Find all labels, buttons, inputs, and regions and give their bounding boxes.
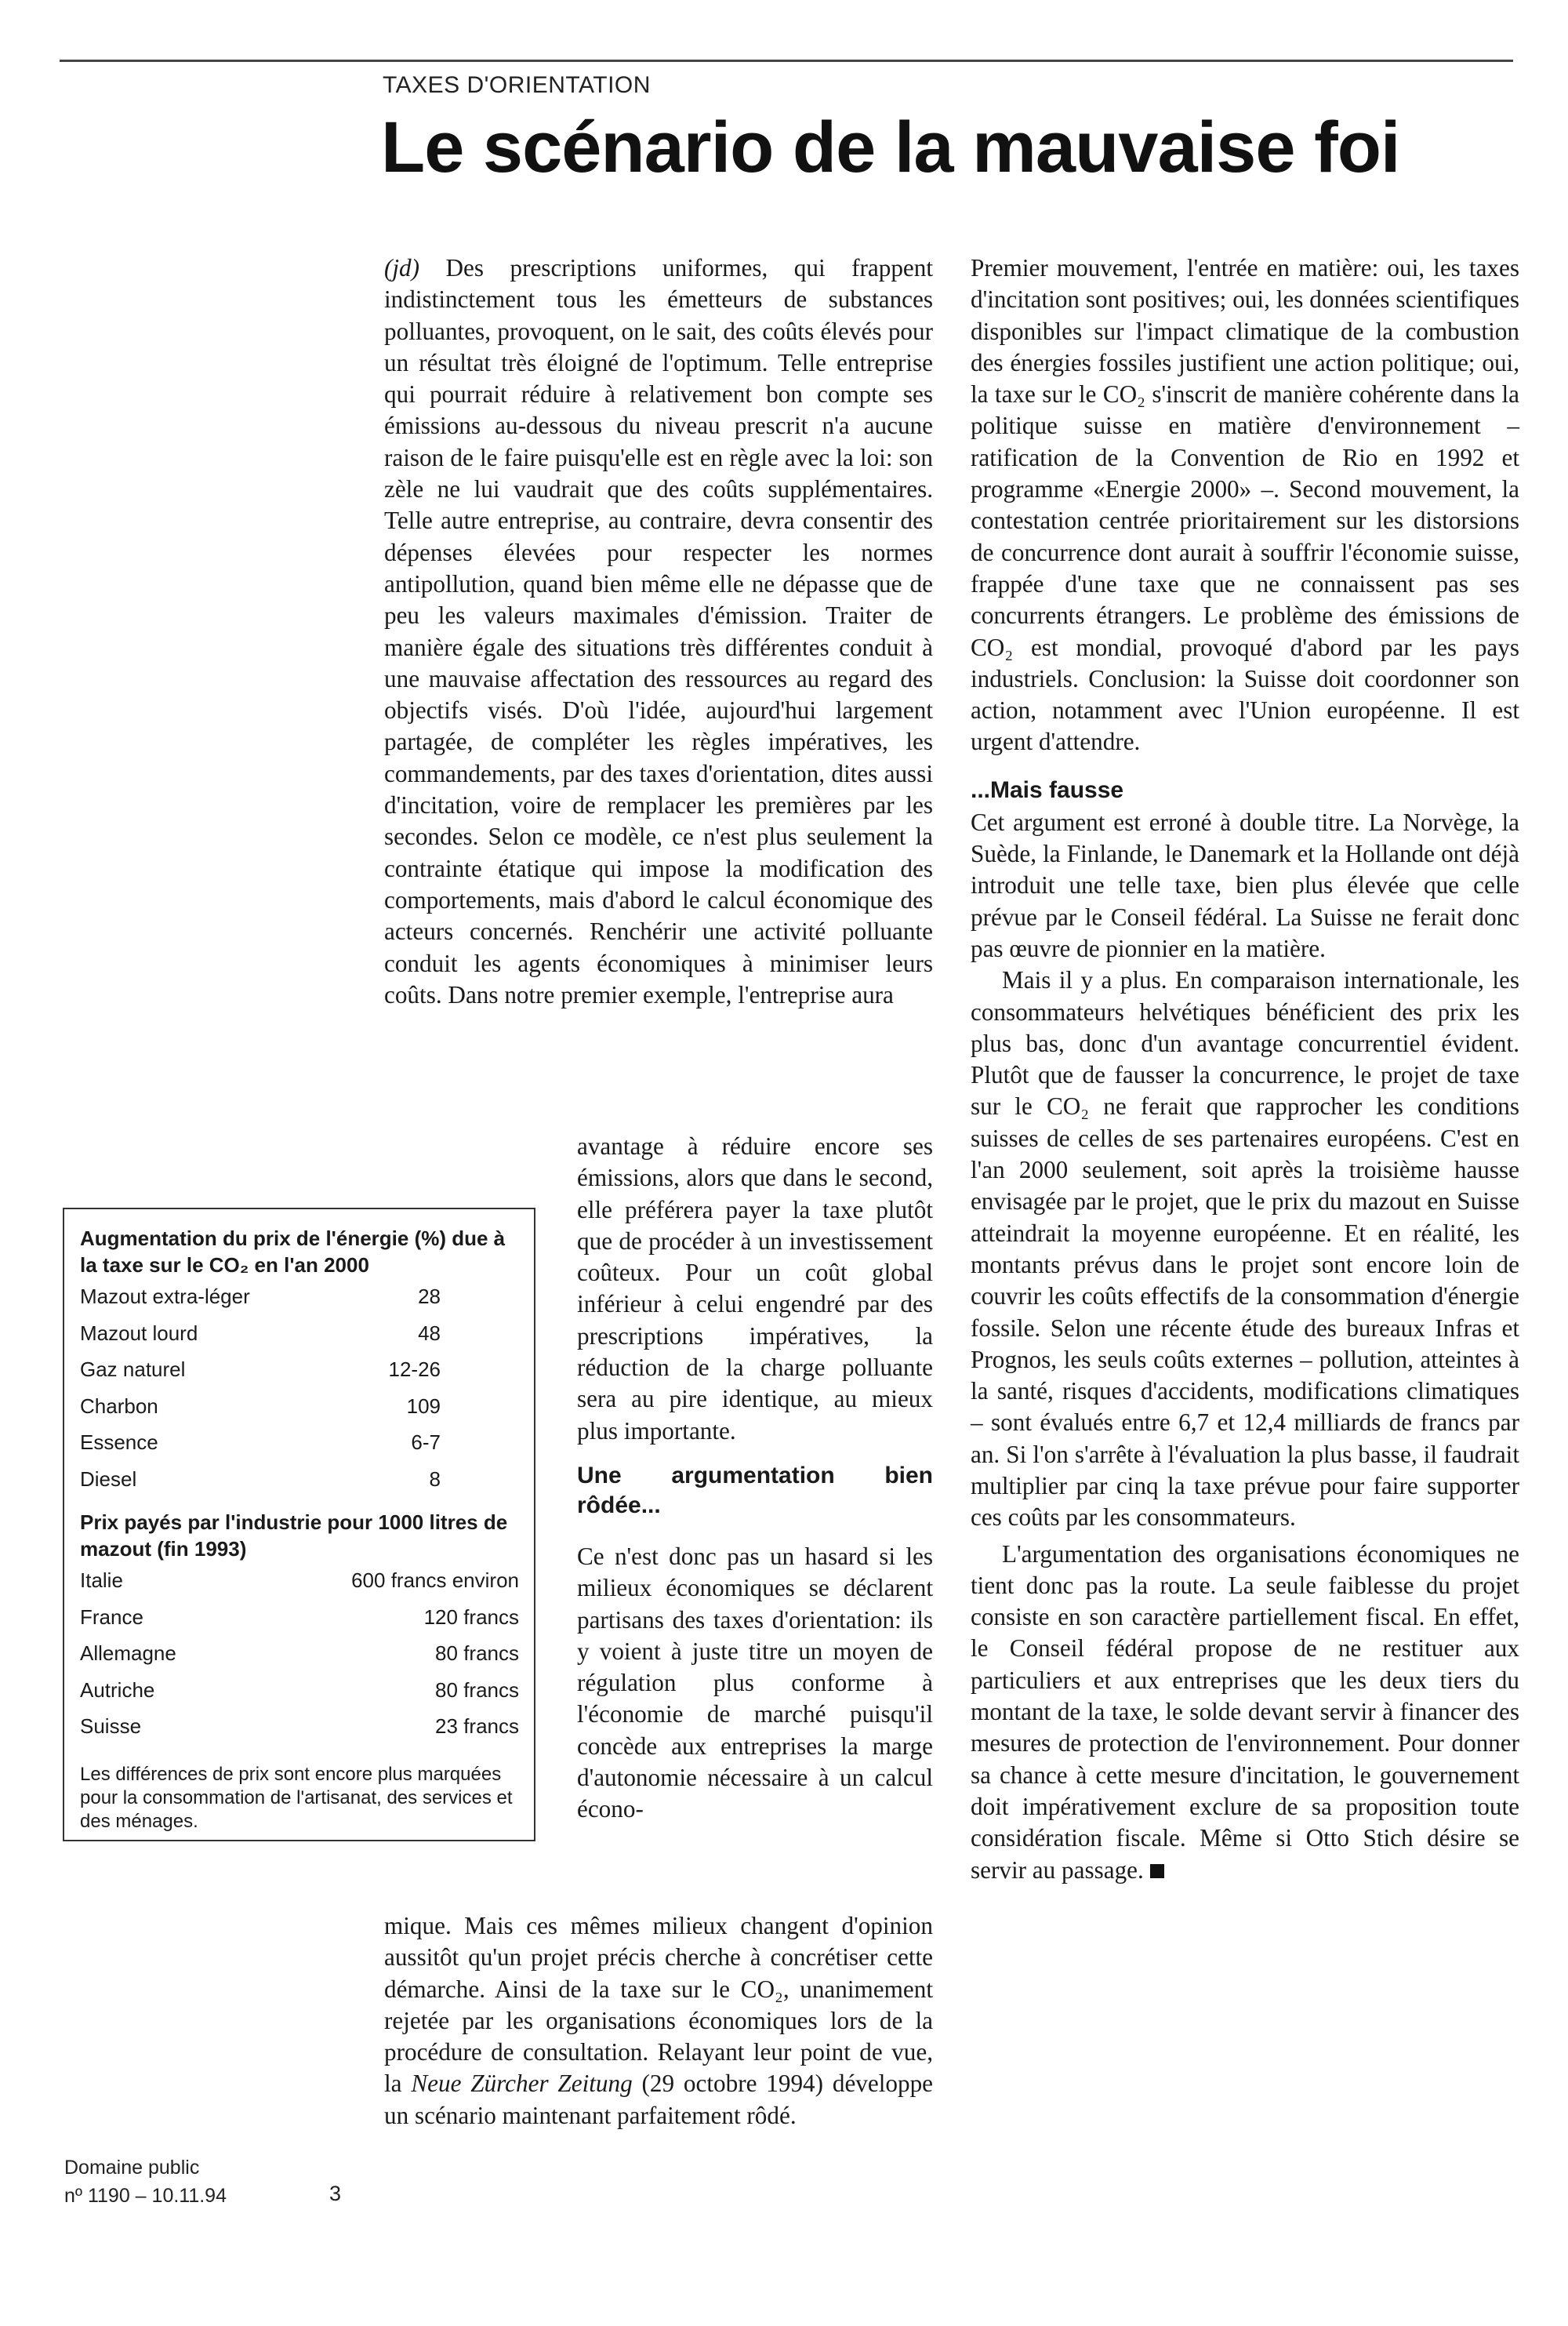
price-value: 80 francs bbox=[435, 1677, 519, 1702]
nzz-text-a: mique. Mais ces mêmes milieux changent d'opinion aussitôt qu'un projet précis cherche à concrétiser cette démarche. Ainsi de la taxe sur le CO₂, unanimement rejetée par les organisations économiques lors de la procédure de consultation. Relayant leur point de vue, la bbox=[384, 1912, 933, 2098]
paragraph-plus: Mais il y a plus. En comparaison internationale, les consommateurs helvétiques bénéficient des prix les plus bas, donc d'un avantage concurrentiel évident. Plutôt que de fausser la concurrence, le projet de taxe sur le CO₂ ne ferait que rapprocher les conditions suisses de celles de ses partenaires européens. C'est en l'an 2000 seulement, soit après la troisième hausse envisagée par le projet, que le prix du mazout en Suisse atteindrait la moyenne européenne. Et en réalité, les montants prévus dans le projet sont encore loin de couvrir les coûts effectifs de la consommation d'énergie fossile. Selon une récente étude des bureaux Infras et Prognos, les seuls coûts externes – pollution, atteintes à la santé, risques d'accidents, modifications climatiques – sont évalués entre 6,7 et 12,4 milliards de francs par an. Si l'on s'arrête à l'évaluation la plus basse, il faudrait multiplier par cinq la taxe prévue pour faire supporter ces coûts par les consommateurs. bbox=[971, 966, 1519, 1532]
paragraph-nzz bbox=[384, 1910, 933, 2132]
energy-label: Essence bbox=[80, 1430, 158, 1454]
energy-value: 109 bbox=[406, 1394, 441, 1418]
conclusion-text: L'argumentation des organisations économiques ne tient donc pas la route. La seule faiblesse du projet consiste en son caractère partiellement fiscal. En effet, le Conseil fédéral propose de ne restituer aux particuliers et aux entreprises que les deux tiers du montant de la taxe, le solde devant servir à financer des mesures de protection de l'environnement. Pour donner sa chance à cette mesure d'incitation, le gouvernement doit impérativement exclure de sa proposition toute considération fiscale. Même si Otto Stich désire se servir au passage. bbox=[971, 1539, 1519, 1884]
intro-text: Des prescriptions uniformes, qui frappent indistinctement tous les émetteurs de substances polluantes, provoquent, on le sait, des coûts élevés pour un résultat très éloigné de l'optimum. Telle entreprise qui pourrait réduire à relativement bon compte ses émissions au-dessous du niveau prescrit n'a aucune raison de le faire puisqu'elle est en règle avec la loi: son zèle ne lui vaudrait que des coûts supplémentaires. Telle autre entreprise, au contraire, devra consentir des dépenses élevées pour respecter les normes antipollution, quand bien même elle ne dépasse que de peu les valeurs maximales d'émission. Traiter de manière égale des situations très différentes conduit à une mauvaise affectation des ressources au regard des objectifs visés. D'où l'idée, aujourd'hui largement partagée, de compléter les règles impératives, les commandements, par des taxes d'orientation, dites aussi d'incitation, voire de remplacer les premières par les secondes. Selon ce modèle, ce n'est plus seulement la contrainte étatique qui impose la modification des comportements, mais d'abord le calcul économique des acteurs concernés. Renchérir une activité polluante conduit les agents économiques à minimiser leurs coûts. Dans notre premier exemple, l'entreprise aura bbox=[384, 254, 934, 1009]
price-value: 600 francs environ bbox=[351, 1568, 519, 1592]
energy-value: 6-7 bbox=[411, 1430, 441, 1454]
energy-price-sidebox bbox=[63, 1208, 535, 1841]
energy-label: Mazout extra-léger bbox=[80, 1285, 250, 1308]
subheading-argumentation: Une argumentation bien rôdée... bbox=[577, 1462, 933, 1518]
article-headline: Le scénario de la mauvaise foi bbox=[381, 107, 1400, 187]
article-column-1-wrap bbox=[577, 1131, 933, 1522]
energy-label: Mazout lourd bbox=[80, 1321, 198, 1345]
paragraph-hasard: Ce n'est donc pas un hasard si les milieux économiques se déclarent partisans des taxes d'orientation: ils y voient à juste titre un moyen de régulation plus conforme à l'économie de marché puisqu'il concède aux entreprises la marge d'autonomie nécessaire à un calcul écono- bbox=[577, 1543, 933, 1823]
sidebox-heading-prices: Prix payés par l'industrie pour 1000 litres de mazout (fin 1993) bbox=[80, 1510, 508, 1561]
article-column-1-wrap-2 bbox=[577, 1541, 933, 1826]
energy-value: 8 bbox=[429, 1466, 441, 1491]
price-label: France bbox=[80, 1605, 143, 1629]
article-column-1-bottom bbox=[384, 1910, 933, 2132]
price-value: 23 francs bbox=[435, 1714, 519, 1738]
paragraph-erreur: Cet argument est erroné à double titre. La Norvège, la Suède, la Finlande, le Danemark et la Hollande ont déjà introduit une telle taxe, bien plus élevée que celle prévue par le Conseil fédéral. La Suisse ne ferait donc pas œuvre de pionnier en la matière. bbox=[971, 808, 1519, 962]
top-rule bbox=[60, 60, 1513, 62]
page-number: 3 bbox=[329, 2182, 342, 2205]
price-value: 80 francs bbox=[435, 1641, 519, 1665]
sidebox-heading-energy: Augmentation du prix de l'énergie (%) due à la taxe sur le CO₂ en l'an 2000 bbox=[80, 1227, 506, 1277]
paragraph-conclusion bbox=[971, 1539, 1519, 1886]
author-byline: (jd) bbox=[384, 254, 420, 282]
price-label: Autriche bbox=[80, 1677, 155, 1702]
energy-label: Diesel bbox=[80, 1466, 137, 1491]
subheading-mais-fausse: ...Mais fausse bbox=[971, 776, 1124, 803]
publication-name: Neue Zürcher Zeitung bbox=[411, 2070, 633, 2098]
energy-label: Charbon bbox=[80, 1394, 158, 1418]
price-label: Italie bbox=[80, 1568, 123, 1592]
energy-value: 12-26 bbox=[388, 1357, 441, 1381]
nzz-text-b: (29 octobre 1994) développe un scénario maintenant parfaitement rôdé. bbox=[384, 2070, 934, 2129]
energy-label: Gaz naturel bbox=[80, 1357, 186, 1381]
paragraph-continued: avantage à réduire encore ses émissions, alors que dans le second, elle préférera payer la taxe plutôt que de procéder à un investissement coûteux. Pour un coût global inférieur à celui engendré par des prescriptions impératives, la réduction de la charge polluante sera au pire identique, au mieux plus importante. bbox=[577, 1132, 933, 1445]
price-value: 120 francs bbox=[423, 1605, 519, 1629]
publication-name-footer: Domaine public bbox=[64, 2157, 200, 2179]
end-of-article-mark bbox=[1150, 1864, 1164, 1878]
article-column-2 bbox=[971, 253, 1519, 1886]
issue-info: nº 1190 – 10.11.94 bbox=[64, 2185, 227, 2207]
paragraph-premier-mouvement: Premier mouvement, l'entrée en matière: oui, les taxes d'incitation sont positives; oui, les données scientifiques disponibles sur l'impact climatique de la combustion des énergies fossiles justifient une action politique; oui, la taxe sur le CO₂ s'inscrit de manière cohérente dans la politique suisse en matière d'environnement – ratification de la Convention de Rio en 1992 et programme «Energie 2000» –. Second mouvement, la contestation centrée prioritairement sur les distorsions de concurrence dont aurait à souffrir l'économie suisse, frappée d'une taxe que ne connaissent pas ses concurrents étrangers. Le problème des émissions de CO₂ est mondial, provoqué d'abord par les pays industriels. Conclusion: la Suisse doit coordonner son action, notamment avec l'Union européenne. Il est urgent d'attendre. bbox=[971, 254, 1519, 756]
energy-value: 28 bbox=[418, 1285, 441, 1308]
section-kicker: TAXES D'ORIENTATION bbox=[383, 72, 651, 98]
paragraph-intro bbox=[384, 253, 933, 1011]
price-label: Allemagne bbox=[80, 1641, 176, 1665]
article-column-1 bbox=[384, 253, 933, 1011]
energy-value: 48 bbox=[418, 1321, 441, 1345]
page-footer bbox=[64, 2153, 227, 2210]
sidebox-note: Les différences de prix sont encore plus marquées pour la consommation de l'artisanat, des services et des ménages. bbox=[80, 1764, 513, 1832]
price-label: Suisse bbox=[80, 1714, 142, 1738]
